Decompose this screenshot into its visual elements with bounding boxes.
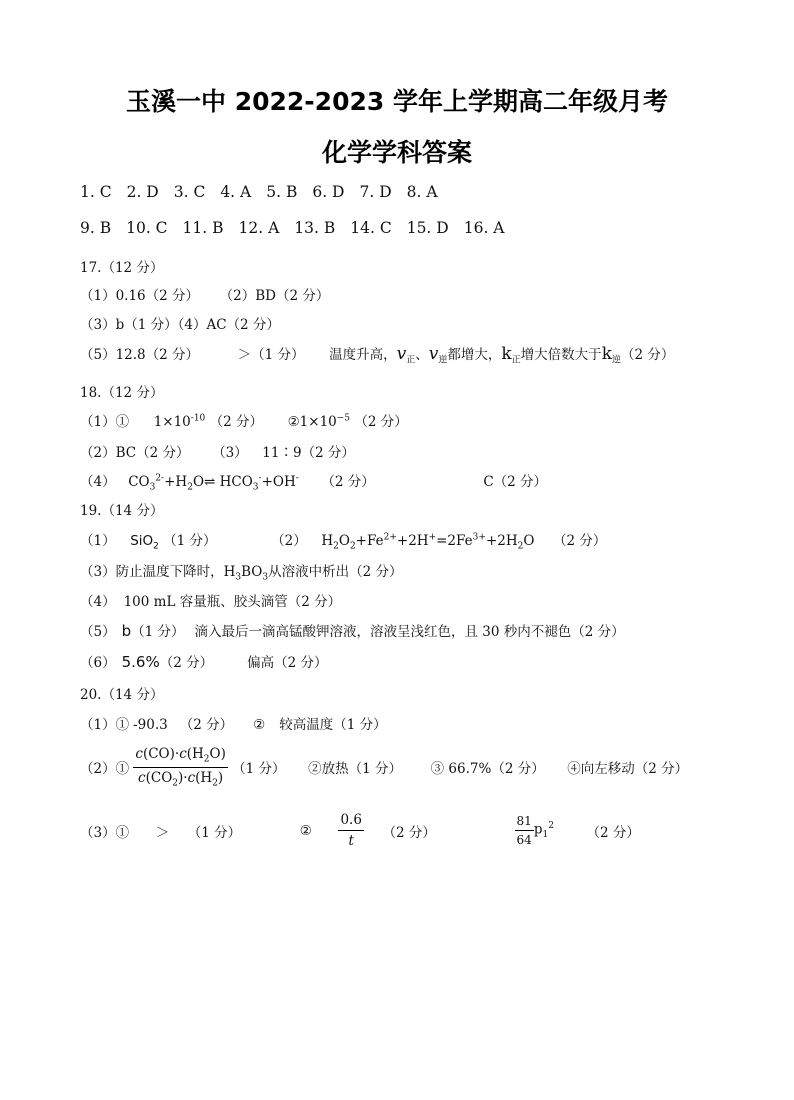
mc-answer: 4. A: [220, 183, 252, 201]
q17-text-2: 增大倍数大于: [520, 347, 602, 363]
oxidation-equation: $H_2O_2+Fe^{2+}+2H^+=2Fe^{3+}+2H_2O$: [321, 532, 535, 552]
mc-row-1: [80, 183, 453, 201]
separator: 、: [415, 347, 429, 363]
q19-part-6-text: 偏高（2 分）: [247, 655, 328, 671]
score: （2 分）: [621, 347, 675, 363]
q17-line-2: （3）b（1 分）（4）AC（2 分）: [80, 317, 280, 333]
exponent: -10: [190, 413, 206, 424]
rate-fraction: $\frac{0.6}{t}$: [340, 812, 362, 849]
score: （2 分）: [321, 474, 375, 490]
mc-answer: 12. A: [238, 219, 280, 237]
mc-answer: 6. D: [312, 183, 345, 201]
equilibrium-constant-fraction: $\frac{c(CO)\cdot c(H_2O)}{c(CO_2)\cdot c(H_2)}$: [135, 746, 226, 789]
q18-header: 18.（12 分）: [80, 385, 164, 401]
mc-answer: 3. C: [173, 183, 206, 201]
q18-part-3: 11∶9（2 分）: [262, 445, 355, 461]
mc-answer: 5. B: [266, 183, 298, 201]
velocity-symbol-2: v: [428, 344, 439, 364]
q19-part-1-label: （1）: [80, 533, 116, 549]
q19-part-5-answer: b: [121, 622, 132, 640]
exponent-2: −5: [336, 413, 351, 424]
score-2: （2 分）: [354, 414, 408, 430]
rate-constant-2: k: [601, 344, 612, 364]
score: （1 分）: [163, 533, 217, 549]
reverse-subscript-2: 逆: [612, 355, 622, 366]
q17-part-1: （1）0.16（2 分）: [80, 288, 200, 304]
q19-part-4: 100 mL 容量瓶、胶头滴管（2 分）: [123, 594, 342, 610]
q18-part-3-label: （3）: [212, 445, 248, 461]
q20-line-3: （3）① ＞ （1 分） ② $\frac{0.6}{t}$ （2 分） $\frac{81}{64}$ $p_1^2$ （2 分）: [80, 812, 640, 849]
q18-part-2: （2）BC（2 分）: [80, 445, 190, 461]
mc-answer: 2. D: [126, 183, 159, 201]
q17-line-3: [80, 343, 674, 366]
enthalpy-value: -90.3: [133, 717, 168, 733]
q20-line-2: （2）① $\frac{c(CO)\cdot c(H_2O)}{c(CO_2)\cdot c(H_2)}$ （1 分） ②放热（1 分） ③ 66.7%（2 分） ④向左移动（2 分）: [80, 746, 689, 789]
q17-part-5: （5）12.8（2 分）: [80, 347, 200, 363]
page-subtitle: 化学学科答案: [321, 138, 472, 167]
mc-answer: 13. B: [294, 219, 336, 237]
pressure-constant-fraction: $\frac{81}{64}$: [516, 814, 532, 847]
mc-answer: 1. C: [80, 183, 112, 201]
mc-answer: 11. B: [182, 219, 224, 237]
pressure-symbol: $p_1^2$: [533, 820, 554, 841]
q18-line-2: [80, 441, 355, 461]
q17-header: 17.（12 分）: [80, 260, 164, 276]
q18-value-2: ②1×10: [287, 414, 337, 430]
q19-line-2: （3）防止温度下降时，$H_3BO_3$从溶液中析出（2 分）: [80, 564, 403, 583]
q18-answer-c: C（2 分）: [483, 474, 548, 490]
q17-part-2: （2）BD（2 分）: [219, 288, 330, 304]
compare-sign: ＞: [155, 824, 170, 841]
mc-answer: 9. B: [80, 219, 112, 237]
mc-answer: 15. D: [406, 219, 449, 237]
silica-formula: SiO$_2$: [130, 533, 159, 552]
q20-part-2-exothermic: ②放热（1 分）: [308, 761, 403, 778]
q20-header: 20.（14 分）: [80, 687, 164, 703]
q18-line-1: [80, 410, 408, 430]
q20-line-1: （1）① -90.3 （2 分） ② 较高温度（1 分）: [80, 717, 387, 733]
q19-part-2-label: （2）: [271, 533, 307, 549]
q18-part-4-label: （4）: [80, 474, 116, 490]
mc-answer: 10. C: [126, 219, 168, 237]
reverse-subscript: 逆: [438, 355, 448, 366]
q19-line-1: [80, 529, 606, 552]
q17-part-5-compare: ＞（1 分）: [237, 347, 305, 363]
q19-line-4: （5） b（1 分） 滴入最后一滴高锰酸钾溶液，溶液呈浅红色，且 30 秒内不褪色（2 分）: [80, 622, 625, 640]
q17-part-5-text: 温度升高，: [329, 347, 397, 363]
q19-part-6-answer: 5.6%: [121, 653, 160, 671]
hydrolysis-equation: $CO_3^{2-}+H_2O\rightleftharpoons$ $HCO_3^-+OH^-$: [128, 473, 299, 493]
mc-answer: 8. A: [406, 183, 438, 201]
forward-subscript: 正: [406, 355, 416, 366]
forward-subscript-2: 正: [511, 355, 521, 366]
mc-answer: 16. A: [463, 219, 505, 237]
q19-header: 19.（14 分）: [80, 503, 164, 519]
q19-line-3: （4） 100 mL 容量瓶、胶头滴管（2 分）: [80, 594, 342, 610]
q18-line-3: [80, 470, 547, 493]
mc-row-2: [80, 219, 520, 237]
velocity-symbol: v: [396, 344, 407, 364]
q20-part-2-conversion: ③ 66.7%（2 分）: [430, 761, 545, 778]
q17-line-1: [80, 284, 329, 304]
score-2: （2 分）: [553, 533, 607, 549]
q19-part-5-text: 滴入最后一滴高锰酸钾溶液，溶液呈浅红色，且 30 秒内不褪色（2 分）: [194, 624, 625, 640]
q19-line-5: （6） 5.6%（2 分） 偏高（2 分）: [80, 653, 328, 671]
q20-part-1-condition: 较高温度（1 分）: [279, 717, 387, 733]
q17-text: 都增大，: [447, 347, 502, 363]
score: （2 分）: [209, 414, 263, 430]
mc-answer: 14. C: [350, 219, 392, 237]
page-title: 玉溪一中 2022-2023 学年上学期高二年级月考: [126, 87, 668, 116]
mc-answer: 7. D: [359, 183, 392, 201]
q18-value-1: 1×10: [153, 414, 191, 430]
q18-part-1: （1）①: [80, 414, 130, 430]
rate-constant: k: [501, 344, 512, 364]
q20-part-2-shift: ④向左移动（2 分）: [567, 761, 689, 778]
